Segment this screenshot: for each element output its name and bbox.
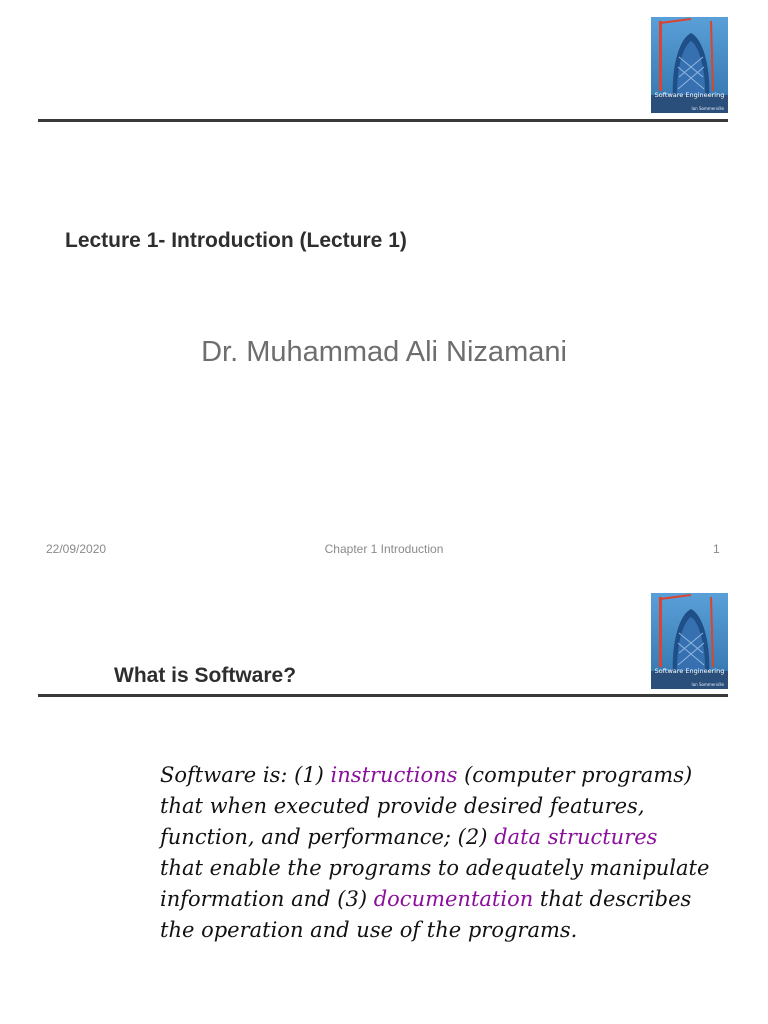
cover-title: Software Engineering bbox=[654, 667, 725, 675]
footer-chapter: Chapter 1 Introduction bbox=[324, 542, 444, 556]
definition-line bbox=[160, 915, 740, 946]
definition-text: Software is: (1) bbox=[160, 763, 331, 787]
definition-text: that describes bbox=[533, 887, 692, 911]
definition-line bbox=[160, 791, 740, 822]
highlighted-term: data structures bbox=[494, 825, 658, 849]
definition-line bbox=[160, 884, 740, 915]
cover-title: Software Engineering bbox=[654, 91, 725, 99]
definition-line bbox=[160, 853, 740, 884]
highlighted-term: instructions bbox=[330, 763, 458, 787]
definition-text: that enable the programs to adequately manipulate bbox=[160, 856, 710, 880]
definition-text: (computer programs) bbox=[457, 763, 693, 787]
software-definition bbox=[160, 760, 740, 946]
book-cover-icon bbox=[651, 17, 728, 119]
footer-date: 22/09/2020 bbox=[46, 542, 107, 556]
header-rule bbox=[38, 694, 728, 697]
highlighted-term: documentation bbox=[373, 887, 534, 911]
definition-line bbox=[160, 822, 740, 853]
cover-subtitle: Ian Sommerville bbox=[691, 106, 724, 111]
cover-subtitle: Ian Sommerville bbox=[691, 682, 724, 687]
author-name: Dr. Muhammad Ali Nizamani bbox=[201, 336, 567, 368]
book-cover-icon bbox=[651, 593, 728, 695]
lecture-title: Lecture 1- Introduction (Lecture 1) bbox=[65, 229, 407, 252]
definition-text: the operation and use of the programs. bbox=[160, 918, 578, 942]
definition-line bbox=[160, 760, 740, 791]
definition-text: that when executed provide desired features, bbox=[160, 794, 645, 818]
slide-heading: What is Software? bbox=[114, 664, 297, 687]
definition-text: function, and performance; (2) bbox=[160, 825, 495, 849]
slide-2 bbox=[0, 576, 768, 1024]
header-rule bbox=[38, 119, 728, 122]
definition-text: information and (3) bbox=[160, 887, 374, 911]
footer-page-number: 1 bbox=[713, 542, 720, 556]
